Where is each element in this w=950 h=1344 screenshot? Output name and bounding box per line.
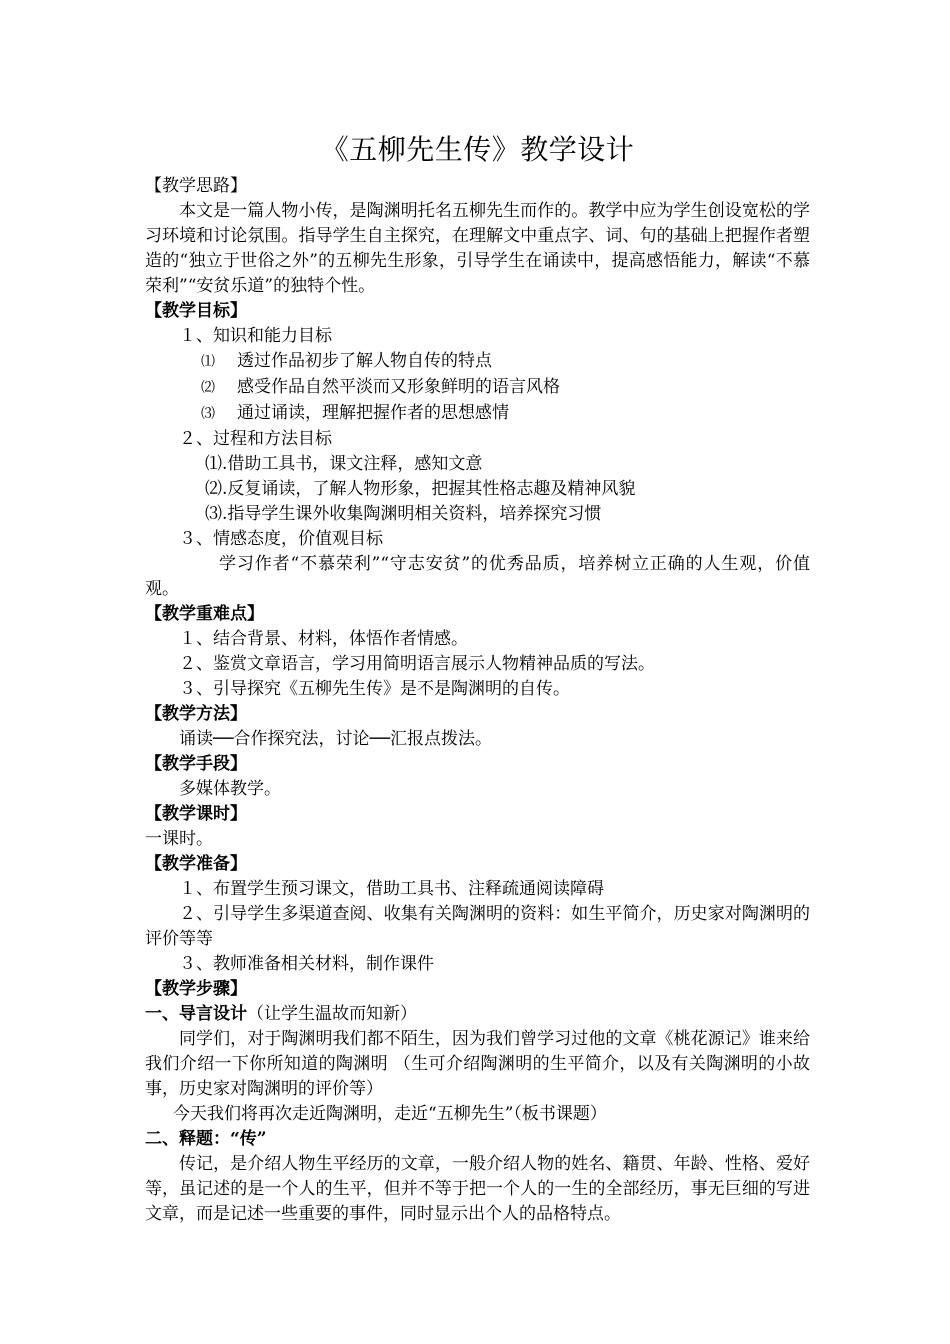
goal-3-paragraph: 学习作者“不慕荣利”“守志安贫”的优秀品质，培养树立正确的人生观，价值观。 <box>145 554 810 599</box>
section-heading-fangfa: 【教学方法】 <box>145 704 247 724</box>
goal-1-item <box>145 375 810 401</box>
prep-item: ２、引导学生多渠道查阅、收集有关陶渊明的资料：如生平简介，历史家对陶渊明的评价等等 <box>145 904 810 949</box>
section-heading-silu: 【教学思路】 <box>145 176 247 196</box>
goal-1-item-text: 感受作品自然平淡而又形象鲜明的语言风格 <box>237 377 560 397</box>
step-1-paragraph: 同学们，对于陶渊明我们都不陌生，因为我们曾学习过他的文章《桃花源记》谁来给我们介绍一下你所知道的陶渊明 （生可介绍陶渊明的生平简介，以及有关陶渊明的小故事，历史家对陶渊明的评价等） <box>145 1029 810 1099</box>
section-heading-zhunbei: 【教学准备】 <box>145 854 247 874</box>
step-1-paragraph: 今天我们将再次走近陶渊明，走近“五柳先生”（板书课题） <box>173 1104 607 1124</box>
silu-paragraph: 本文是一篇人物小传，是陶渊明托名五柳先生而作的。教学中应为学生创设宽松的学习环境和讨论氛围。指导学生自主探究，在理解文中重点字、词、句的基础上把握作者塑造的“独立于世俗之外”的五柳先生形象，引导学生在诵读中，提高感悟能力，解读“不慕荣利”“安贫乐道”的独特个性。 <box>145 201 810 296</box>
goal-1-item-text: 通过诵读，理解把握作者的思想感情 <box>237 403 509 423</box>
document-title: 《五柳先生传》教学设计 <box>320 133 635 166</box>
goal-1-item-number: ⑶ <box>201 406 215 422</box>
goal-2-item: ⑶.指导学生课外收集陶渊明相关资料，培养探究习惯 <box>205 504 602 524</box>
period-text: 一课时。 <box>145 829 213 849</box>
goal-1-title: １、知识和能力目标 <box>179 326 332 346</box>
goal-1-item-number: ⑵ <box>201 380 215 396</box>
goal-1-item-number: ⑴ <box>201 354 215 370</box>
step-1-heading <box>145 1002 810 1027</box>
goal-1-item <box>145 401 810 427</box>
section-heading-buzhou: 【教学步骤】 <box>145 979 247 999</box>
goal-1-item <box>145 349 810 375</box>
section-heading-zhongnan: 【教学重难点】 <box>145 604 264 624</box>
goal-1-item-text: 透过作品初步了解人物自传的特点 <box>237 351 492 371</box>
section-heading-mubiao: 【教学目标】 <box>145 301 247 321</box>
document-page <box>145 128 810 1227</box>
goal-2-title: ２、过程和方法目标 <box>179 429 332 449</box>
key-point-item: ２、鉴赏文章语言，学习用简明语言展示人物精神品质的写法。 <box>179 654 655 674</box>
goal-2-item: ⑵.反复诵读，了解人物形象，把握其性格志趣及精神风貌 <box>205 479 636 499</box>
means-text: 多媒体教学。 <box>179 779 281 799</box>
prep-item: １、布置学生预习课文，借助工具书、注释疏通阅读障碍 <box>179 879 604 899</box>
goal-3-title: ３、情感态度，价值观目标 <box>179 529 383 549</box>
key-point-item: ３、引导探究《五柳先生传》是不是陶渊明的自传。 <box>179 679 570 699</box>
prep-item: ３、教师准备相关材料，制作课件 <box>179 954 434 974</box>
method-text: 诵读──合作探究法，讨论──汇报点拨法。 <box>179 729 492 749</box>
key-point-item: １、结合背景、材料，体悟作者情感。 <box>179 629 468 649</box>
step-1-note: （让学生温故而知新） <box>247 1004 417 1024</box>
step-2-title: 二、释题：“传” <box>145 1129 267 1149</box>
section-heading-shouduan: 【教学手段】 <box>145 754 247 774</box>
section-heading-keshi: 【教学课时】 <box>145 804 247 824</box>
step-1-title: 一、导言设计 <box>145 1004 247 1024</box>
step-2-paragraph: 传记，是介绍人物生平经历的文章，一般介绍人物的姓名、籍贯、年龄、性格、爱好等，虽记述的是一个人的生平，但并不等于把一个人的一生的全部经历，事无巨细的写进文章，而是记述一些重要的事件，同时显示出个人的品格特点。 <box>145 1154 810 1224</box>
goal-2-item: ⑴.借助工具书，课文注释，感知文意 <box>205 454 483 474</box>
